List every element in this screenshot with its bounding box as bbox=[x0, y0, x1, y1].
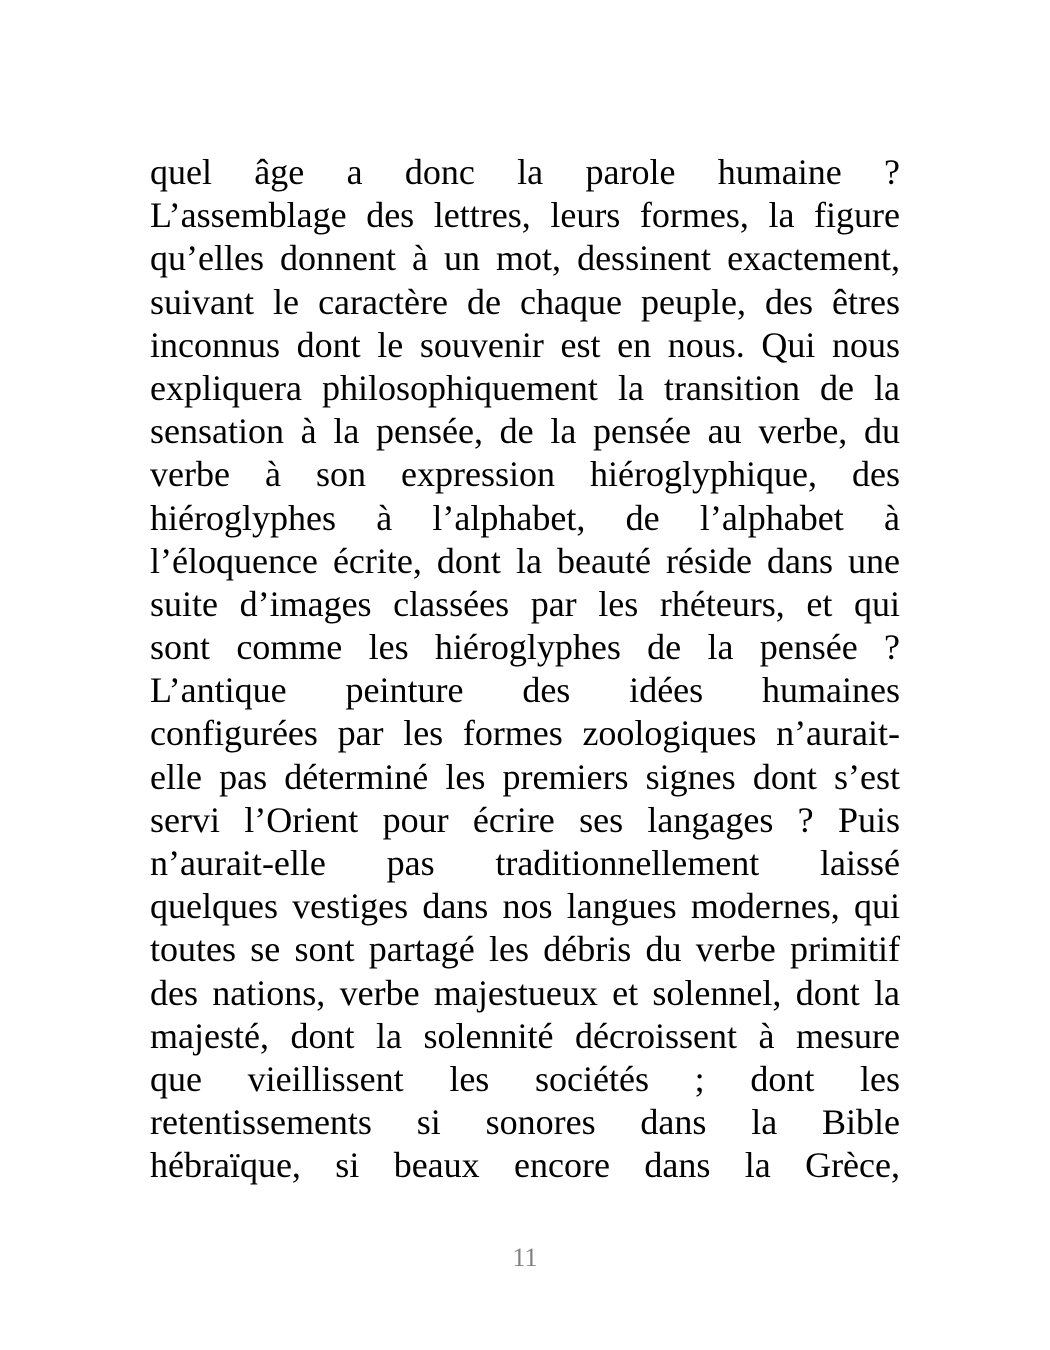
text-line: elle pas déterminé les premiers signes dont s’est bbox=[150, 756, 900, 797]
text-line: configurées par les formes zoologiques n’aurait- bbox=[150, 713, 900, 754]
text-line: n’aurait-elle pas traditionnellement laissé bbox=[150, 843, 900, 883]
text-line: suivant le caractère de chaque peuple, des êtres bbox=[150, 281, 900, 322]
text-line: quel âge a donc la parole humaine ? bbox=[150, 152, 900, 192]
text-line: suite d’images classées par les rhéteurs, et qui bbox=[150, 583, 900, 624]
text-line: l’éloquence écrite, dont la beauté réside dans une bbox=[150, 540, 900, 581]
page-number: 11 bbox=[512, 1243, 538, 1272]
text-line: des nations, verbe majestueux et solennel, dont la bbox=[150, 972, 900, 1013]
text-line: sont comme les hiéroglyphes de la pensée ? bbox=[150, 627, 900, 668]
text-line: retentissements si sonores dans la Bible bbox=[150, 1102, 900, 1143]
text-line: expliquera philosophiquement la transition de la bbox=[150, 367, 900, 408]
text-line: quelques vestiges dans nos langues modernes, qui bbox=[150, 886, 900, 927]
text-line: L’antique peinture des idées humaines bbox=[150, 670, 900, 711]
text-line: qu’elles donnent à un mot, dessinent exactement, bbox=[150, 238, 900, 279]
text-line: L’assemblage des lettres, leurs formes, la figure bbox=[150, 195, 900, 236]
body-text bbox=[150, 151, 900, 1188]
text-line: que vieillissent les sociétés ; dont les bbox=[150, 1058, 900, 1099]
text-line: hiéroglyphes à l’alphabet, de l’alphabet à bbox=[150, 497, 900, 538]
text-line: verbe à son expression hiéroglyphique, des bbox=[150, 454, 900, 495]
text-line: majesté, dont la solennité décroissent à mesure bbox=[150, 1015, 900, 1056]
text-line: hébraïque, si beaux encore dans la Grèce, bbox=[150, 1145, 900, 1186]
text-line: inconnus dont le souvenir est en nous. Qui nous bbox=[150, 324, 900, 365]
text-line: sensation à la pensée, de la pensée au verbe, du bbox=[150, 411, 900, 452]
text-line: servi l’Orient pour écrire ses langages ? Puis bbox=[150, 799, 900, 840]
text-line: toutes se sont partagé les débris du verbe primitif bbox=[150, 929, 900, 970]
